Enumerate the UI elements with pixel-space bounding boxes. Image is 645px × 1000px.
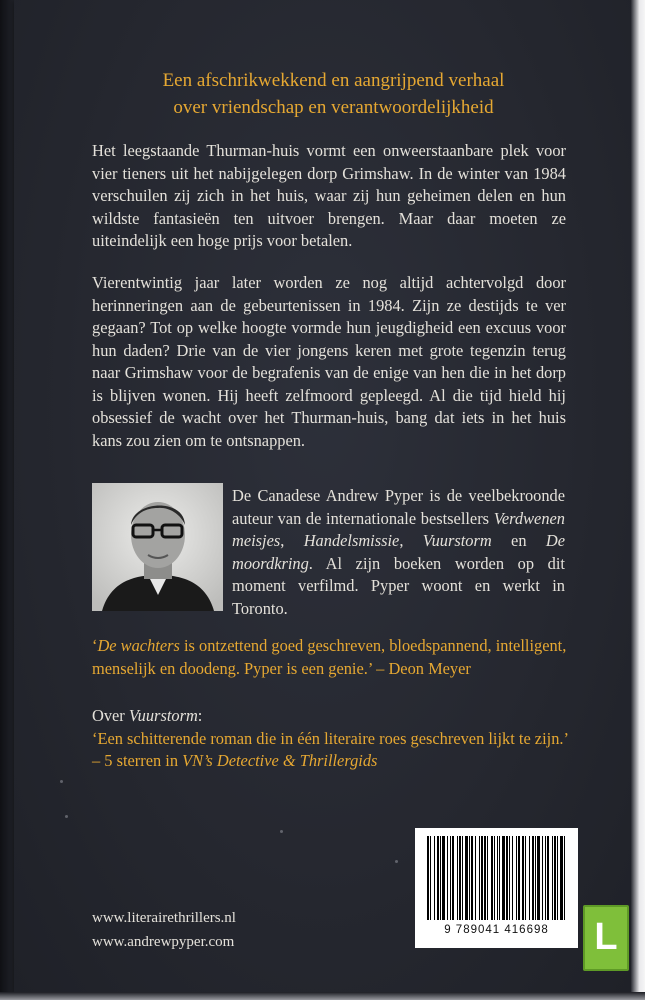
barcode-bar xyxy=(499,836,500,920)
barcode-bar xyxy=(532,836,534,920)
barcode-bar xyxy=(552,836,553,920)
barcode-bar xyxy=(479,836,480,920)
review-colon: : xyxy=(197,706,203,725)
synopsis-paragraph-1: Het leegstaande Thurman-huis vormt een onweerstaanbare plek voor vier tieners uit het nabijgelegen dorp Grimshaw. In de winter van 1984 verschuilen zij zich in het huis, waar zij hun geheimen delen en hun wildste fantasieën ten uitvoer brengen. Maar daar moeten ze uiteindelijk een hoge prijs voor betalen. xyxy=(92,141,566,250)
page-edge xyxy=(631,0,645,1000)
barcode-bar xyxy=(509,836,510,920)
bio-text-2: . Al zijn boeken worden op dit moment verfilmd. Pyper woont en werkt in Toronto. xyxy=(232,553,565,618)
barcode-bar xyxy=(487,836,488,920)
bio-separator: , xyxy=(280,531,304,550)
barcode xyxy=(415,828,578,948)
barcode-bar xyxy=(434,836,435,920)
tagline-line-1: Een afschrikwekkend en aangrijpend verhaal xyxy=(162,70,505,91)
bio-book-title-4: De moordkring xyxy=(232,531,565,573)
barcode-bar xyxy=(462,836,463,920)
dust-speck xyxy=(60,780,63,783)
barcode-bar xyxy=(545,836,546,920)
barcode-bar xyxy=(475,836,476,920)
dust-speck xyxy=(395,860,398,863)
quote-book-title: De wachters xyxy=(97,636,180,655)
barcode-bar xyxy=(516,836,517,920)
barcode-bar xyxy=(450,836,451,920)
library-label-icon: L xyxy=(583,905,629,971)
dust-speck xyxy=(65,815,68,818)
barcode-bar xyxy=(484,836,486,920)
barcode-bar xyxy=(459,836,461,920)
barcode-bar xyxy=(491,836,493,920)
barcode-bar xyxy=(427,836,429,920)
author-bio xyxy=(232,485,565,620)
barcode-bar xyxy=(518,836,520,920)
barcode-bar xyxy=(542,836,543,920)
quote-text: is ontzettend goed geschreven, bloedspannend, intelligent, menselijk en doodeng. Pyper is een genie.’ – Deon Meyer xyxy=(92,636,567,678)
press-quote xyxy=(92,635,570,680)
barcode-bar xyxy=(525,836,526,920)
barcode-bar xyxy=(537,836,540,920)
barcode-bar xyxy=(512,836,513,920)
barcode-bars xyxy=(425,836,568,922)
barcode-bar xyxy=(442,836,445,920)
barcode-bar xyxy=(502,836,505,920)
barcode-bar xyxy=(547,836,549,920)
barcode-bar xyxy=(522,836,524,920)
bio-book-title-2: Handelsmissie xyxy=(303,531,400,550)
barcode-bar xyxy=(560,836,563,920)
bio-separator: , xyxy=(399,531,423,550)
barcode-bar xyxy=(506,836,508,920)
tagline-line-2: over vriendschap en verantwoordelijkheid xyxy=(173,97,494,118)
barcode-bar xyxy=(457,836,458,920)
barcode-bar xyxy=(554,836,556,920)
barcode-bar xyxy=(447,836,448,920)
barcode-bar xyxy=(481,836,483,920)
review-source-title: VN’s Detective & Thrillergids xyxy=(182,751,378,770)
review-heading xyxy=(92,705,570,728)
barcode-bar xyxy=(437,836,439,920)
barcode-bar xyxy=(494,836,495,920)
press-review xyxy=(92,705,570,773)
barcode-bar xyxy=(469,836,470,920)
bio-book-title-3: Vuurstorm xyxy=(422,531,492,550)
barcode-bar xyxy=(535,836,536,920)
barcode-bar xyxy=(430,836,431,920)
spine-shadow xyxy=(0,0,14,1000)
bio-book-title-1: Verdwenen meisjes xyxy=(232,508,565,550)
review-source xyxy=(92,750,570,773)
author-photo xyxy=(92,483,223,611)
website-link[interactable]: www.andrewpyper.com xyxy=(92,934,235,950)
barcode-bar xyxy=(440,836,441,920)
review-book-title: Vuurstorm xyxy=(128,706,198,725)
isbn-number: 9 789041 416698 xyxy=(444,924,549,936)
review-over-label: Over xyxy=(92,706,129,725)
barcode-bar xyxy=(564,836,565,920)
bottom-edge xyxy=(0,992,645,1000)
quote-open-mark: ‘ xyxy=(92,636,98,655)
tagline xyxy=(96,67,571,121)
dust-speck xyxy=(280,830,283,833)
barcode-bar xyxy=(471,836,473,920)
barcode-bar xyxy=(557,836,558,920)
website-list xyxy=(92,906,342,954)
bio-text-1: De Canadese Andrew Pyper is de veelbekroonde auteur van de internationale bestsellers xyxy=(232,486,565,528)
bio-separator: en xyxy=(491,531,546,550)
synopsis-paragraph-2: Vierentwintig jaar later worden ze nog altijd achtervolgd door herinneringen aan de gebeurtenissen in 1984. Zijn ze destijds te ver gegaan? Tot op welke hoogte vormde hun jeugdigheid een excuus voor hun daden? Drie van de vier jongens keren met grote tegenzin terug naar Grimshaw voor de begrafenis van de enige van hen die in het dorp is blijven wonen. Hij heeft zelfmoord gepleegd. Al die tijd hield hij obsessief de wacht over het Thurman-huis, bang dat iets in het huis kans zou zien om te ontsnappen. xyxy=(92,273,566,450)
barcode-bar xyxy=(497,836,498,920)
website-link[interactable]: www.literairethrillers.nl xyxy=(92,910,236,926)
review-source-prefix: – 5 sterren in xyxy=(92,751,183,770)
barcode-bar xyxy=(465,836,468,920)
barcode-bar xyxy=(452,836,454,920)
review-text: ‘Een schitterende roman die in één literaire roes geschreven lijkt te zijn.’ xyxy=(92,728,569,748)
barcode-bar xyxy=(529,836,530,920)
